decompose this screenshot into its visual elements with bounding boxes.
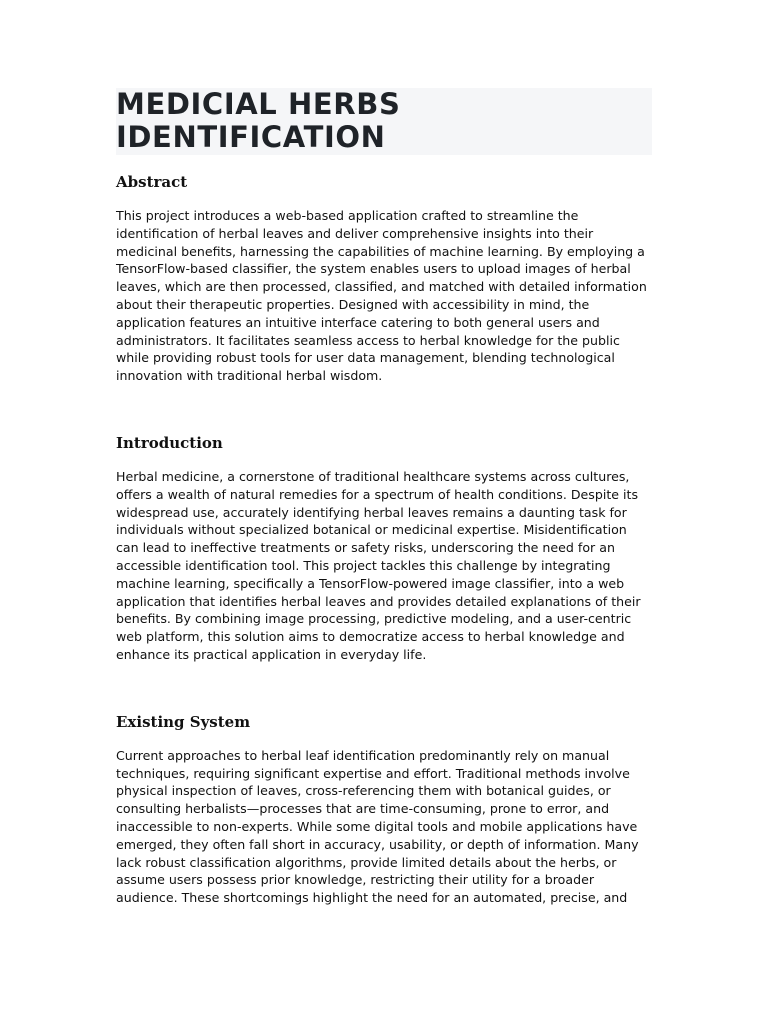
document-title: MEDICIAL HERBS IDENTIFICATION: [116, 87, 401, 154]
section-heading-existing-system: Existing System: [116, 712, 251, 731]
section-body-existing-system: Current approaches to herbal leaf identification predominantly rely on manual techniques, requiring significant expertise and effort. Traditional methods involve physical inspection of leaves, cross-referencing them with botanical guides, or consulting herbalists—processes that are time-consuming, prone to error, and inaccessible to non-experts. While some digital tools and mobile applications have emerged, they often fall short in accuracy, usability, or depth of information. Many lack robust classification algorithms, provide limited details about the herbs, or assume users possess prior knowledge, restricting their utility for a broader audience. These shortcomings highlight the need for an automated, precise, and: [116, 747, 639, 906]
title-banner: [116, 88, 652, 155]
section-body-abstract: This project introduces a web-based application crafted to streamline the identification of herbal leaves and deliver comprehensive insights into their medicinal benefits, harnessing the capabilities of machine learning. By employing a TensorFlow-based classifier, the system enables users to upload images of herbal leaves, which are then processed, classified, and matched with detailed information about their therapeutic properties. Designed with accessibility in mind, the application features an intuitive interface catering to both general users and administrators. It facilitates seamless access to herbal knowledge for the public while providing robust tools for user data management, blending technological innovation with traditional herbal wisdom.: [116, 208, 647, 384]
section-heading-abstract: Abstract: [116, 173, 188, 191]
section-body-introduction: Herbal medicine, a cornerstone of traditional healthcare systems across cultures, offers a wealth of natural remedies for a spectrum of health conditions. Despite its widespread use, accurately identifying herbal leaves remains a daunting task for individuals without specialized botanical or medicinal expertise. Misidentification can lead to ineffective treatments or safety risks, underscoring the need for an accessible identification tool. This project tackles this challenge by integrating machine learning, specifically a TensorFlow-powered image classifier, into a web application that identifies herbal leaves and provides detailed explanations of their benefits. By combining image processing, predictive modeling, and a user-centric web platform, this solution aims to democratize access to herbal knowledge and enhance its practical application in everyday life.: [116, 468, 641, 662]
document-page: [116, 88, 652, 907]
section-heading-introduction: Introduction: [116, 433, 223, 452]
